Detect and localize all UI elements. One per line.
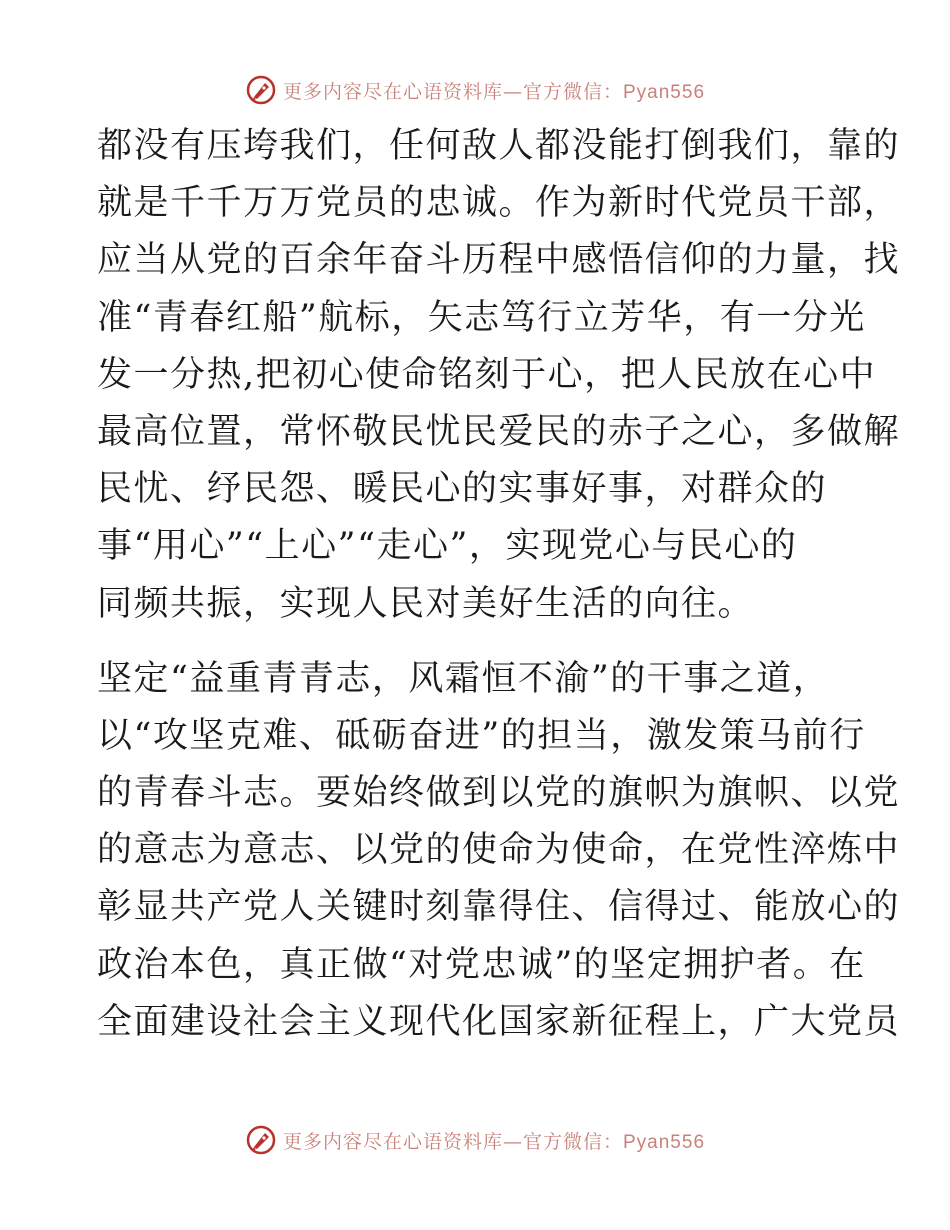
- text-line: 政治本色，真正做“对党忠诚”的坚定拥护者。在: [97, 944, 866, 985]
- text-line: 最高位置，常怀敬民忧民爱民的赤子之心，多做解: [97, 411, 901, 452]
- footer-watermark-banner: [0, 1120, 950, 1160]
- text-line: 都没有压垮我们，任何敌人都没能打倒我们，靠的: [97, 126, 901, 166]
- text-line: 坚定“益重青青志，风霜恒不渝”的干事之道，: [97, 658, 830, 699]
- text-line: 事“用心”“上心”“走心”，实现党心与民心的: [97, 526, 798, 567]
- header-wechat-id: Pyan556: [623, 81, 706, 103]
- text-line: 的青春斗志。要始终做到以党的旗帜为旗帜、以党: [97, 773, 901, 814]
- text-line: 发一分热,把初心使命铭刻于心，把人民放在心中: [97, 354, 877, 395]
- pen-nib-logo-icon: [245, 1124, 277, 1156]
- text-line: 准“青春红船”航标，矢志笃行立芳华，有一分光: [97, 297, 866, 338]
- text-line: 全面建设社会主义现代化国家新征程上，广大党员: [97, 1001, 901, 1042]
- paragraph: [97, 118, 901, 633]
- text-line: 以“攻坚克难、砥砺奋进”的担当，激发策马前行: [97, 715, 866, 756]
- footer-wechat-id: Pyan556: [623, 1131, 706, 1153]
- pen-nib-logo-icon: [245, 74, 277, 106]
- header-watermark-banner: [0, 70, 950, 110]
- text-line: 就是千千万万党员的忠诚。作为新时代党员干部，: [97, 183, 901, 224]
- text-line: 的意志为意志、以党的使命为使命，在党性淬炼中: [97, 830, 901, 871]
- text-line: 民忧、纾民怨、暖民心的实事好事，对群众的: [97, 469, 828, 510]
- document-body: [97, 118, 901, 1051]
- text-line: 同频共振，实现人民对美好生活的向往。: [97, 583, 755, 624]
- header-banner-text: 更多内容尽在心语资料库—官方微信：Pyan556: [282, 80, 706, 103]
- footer-banner-text: 更多内容尽在心语资料库—官方微信：Pyan556: [282, 1130, 706, 1153]
- text-line: 彰显共产党人关键时刻靠得住、信得过、能放心的: [97, 887, 901, 928]
- paragraph: [97, 651, 901, 1051]
- text-line: 应当从党的百余年奋斗历程中感悟信仰的力量，找: [97, 240, 901, 281]
